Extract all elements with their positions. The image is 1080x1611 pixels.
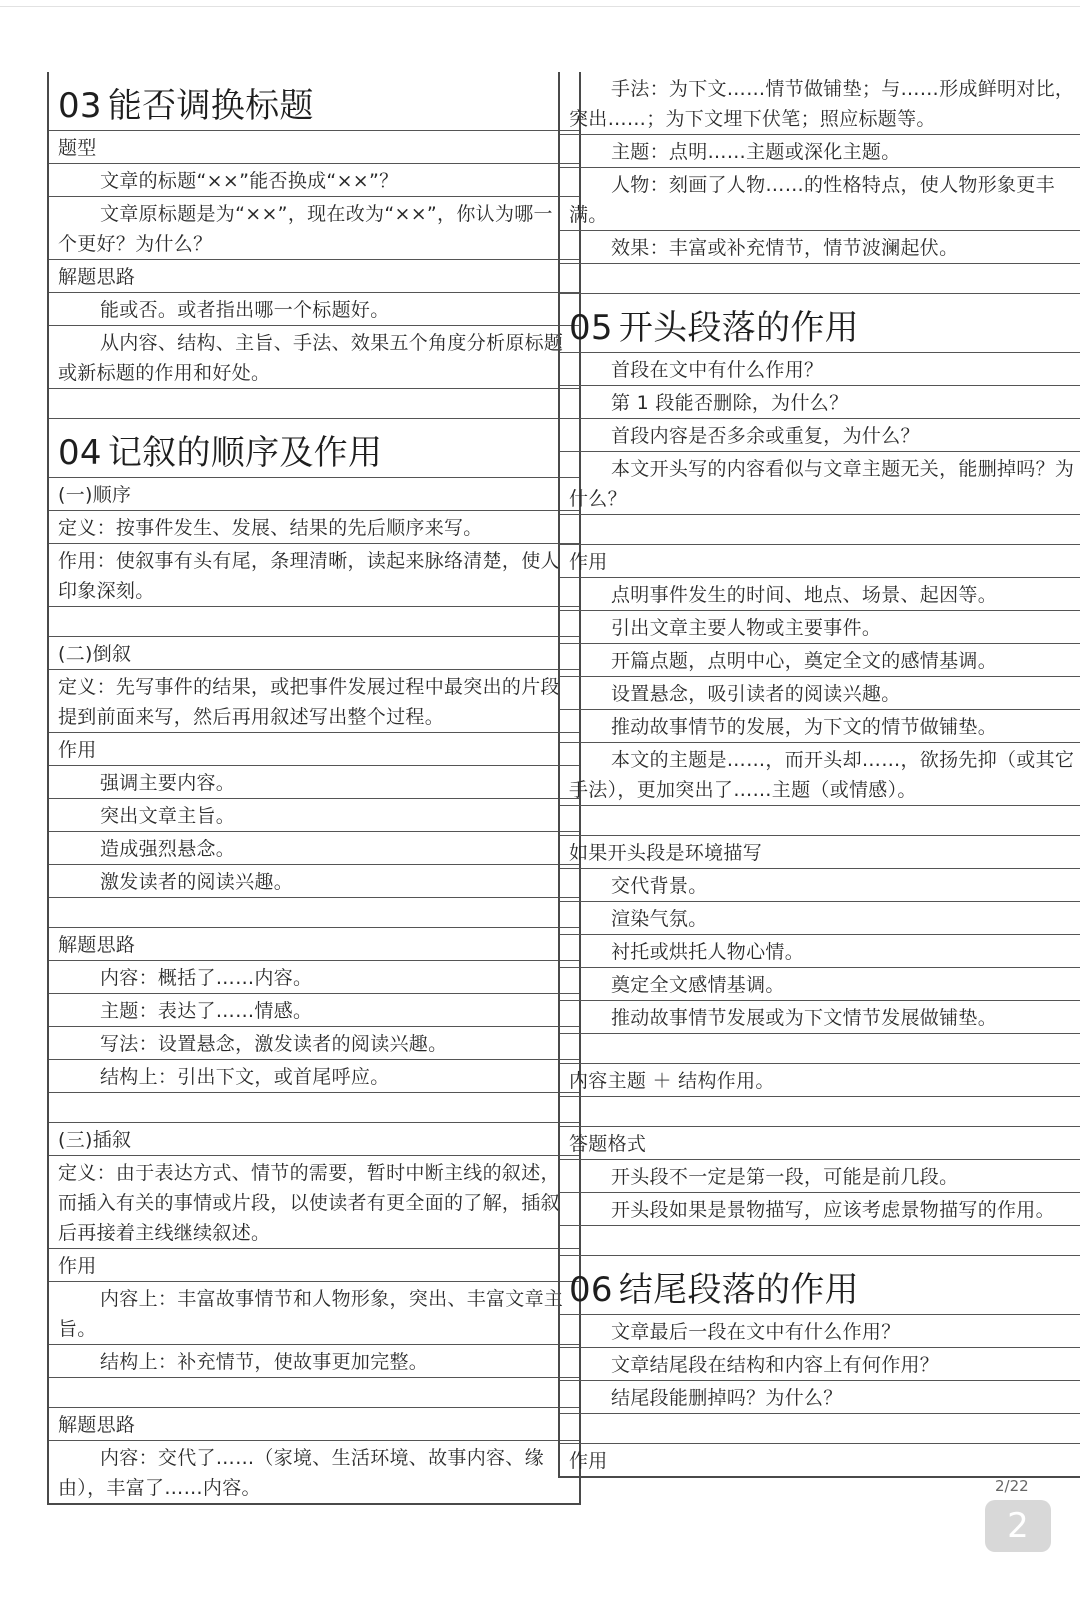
content-line: 开头段如果是景物描写，应该考虑景物描写的作用。: [560, 1193, 1080, 1226]
section-heading: [49, 419, 579, 478]
content-line: 文章原标题是为“××”，现在改为“××”，你认为哪一个更好？为什么？: [49, 197, 579, 260]
section-heading: [560, 1256, 1080, 1315]
content-line: 衬托或烘托人物心情。: [560, 935, 1080, 968]
top-divider: [0, 6, 1080, 7]
label-row: 定义：先写事件的结果，或把事件发展过程中最突出的片段提到前面来写，然后再用叙述写出整个过程。: [49, 670, 579, 733]
label-row: 答题格式: [560, 1127, 1080, 1160]
content-line: 奠定全文感情基调。: [560, 968, 1080, 1001]
label-row: 作用: [49, 733, 579, 766]
section-number: 05: [569, 308, 613, 348]
section-title: 开头段落的作用: [618, 308, 859, 348]
section-heading: [49, 72, 579, 131]
label-row: 定义：由于表达方式、情节的需要，暂时中断主线的叙述，而插入有关的事情或片段，以使读者有更全面的了解，插叙后再接着主线继续叙述。: [49, 1156, 579, 1249]
content-line: 首段内容是否多余或重复，为什么？: [560, 419, 1080, 452]
content-line: 结尾段能删掉吗？为什么？: [560, 1381, 1080, 1414]
content-line: 文章结尾段在结构和内容上有何作用？: [560, 1348, 1080, 1381]
content-line: 文章的标题“××”能否换成“××”？: [49, 164, 579, 197]
blank-row: [560, 515, 1080, 545]
blank-row: [49, 389, 579, 419]
content-line: 造成强烈悬念。: [49, 832, 579, 865]
label-row: 作用：使叙事有头有尾，条理清晰，读起来脉络清楚，使人印象深刻。: [49, 544, 579, 607]
section-number: 04: [58, 433, 102, 473]
content-line: 从内容、结构、主旨、手法、效果五个角度分析原标题或新标题的作用和好处。: [49, 326, 579, 389]
content-line: 手法：为下文……情节做铺垫；与……形成鲜明对比，突出……；为下文埋下伏笔；照应标题等。: [560, 72, 1080, 135]
label-row: 解题思路: [49, 928, 579, 961]
content-line: 能或否。或者指出哪一个标题好。: [49, 293, 579, 326]
content-line: 文章最后一段在文中有什么作用？: [560, 1315, 1080, 1348]
label-row: 作用: [560, 545, 1080, 578]
content-line: 第 1 段能否删除，为什么？: [560, 386, 1080, 419]
section-number: 03: [58, 86, 102, 126]
content-line: 渲染气氛。: [560, 902, 1080, 935]
content-line: 推动故事情节发展或为下文情节发展做铺垫。: [560, 1001, 1080, 1034]
label-row: (三)插叙: [49, 1123, 579, 1156]
content-line: 强调主要内容。: [49, 766, 579, 799]
label-row: 内容主题 ＋ 结构作用。: [560, 1064, 1080, 1097]
label-row: 如果开头段是环境描写: [560, 836, 1080, 869]
content-line: 内容上：丰富故事情节和人物形象，突出、丰富文章主旨。: [49, 1282, 579, 1345]
blank-row: [560, 264, 1080, 294]
content-line: 内容：交代了……（家境、生活环境、故事内容、缘由），丰富了……内容。: [58, 1447, 544, 1499]
content-line: 首段在文中有什么作用？: [560, 353, 1080, 386]
page-indicator: 2/22: [995, 1477, 1029, 1495]
label-row: 解题思路: [49, 1408, 579, 1441]
content-line: 结构上：引出下文，或首尾呼应。: [49, 1060, 579, 1093]
section-title: 能否调换标题: [107, 86, 314, 126]
section-title: 结尾段落的作用: [618, 1270, 859, 1310]
content-line: 开篇点题，点明中心，奠定全文的感情基调。: [560, 644, 1080, 677]
content-line: 本文的主题是……，而开头却……，欲扬先抑（或其它手法），更加突出了……主题（或情感）。: [560, 743, 1080, 806]
content-line: 效果：丰富或补充情节，情节波澜起伏。: [560, 231, 1080, 264]
content-line: 主题：点明……主题或深化主题。: [560, 135, 1080, 168]
content-line: 激发读者的阅读兴趣。: [49, 865, 579, 898]
blank-row: [49, 1093, 579, 1123]
section-title: 记叙的顺序及作用: [107, 433, 383, 473]
section-number: 06: [569, 1270, 613, 1310]
content-line: 设置悬念，吸引读者的阅读兴趣。: [560, 677, 1080, 710]
label-row: 作用: [569, 1450, 608, 1472]
label-row: (一)顺序: [49, 478, 579, 511]
blank-row: [560, 1034, 1080, 1064]
content-line: 主题：表达了……情感。: [49, 994, 579, 1027]
content-line: 开头段不一定是第一段，可能是前几段。: [560, 1160, 1080, 1193]
right-column: [558, 72, 1080, 1478]
blank-row: [49, 607, 579, 637]
label-row: 作用: [49, 1249, 579, 1282]
content-line: 内容：概括了……内容。: [49, 961, 579, 994]
label-row: (二)倒叙: [49, 637, 579, 670]
blank-row: [560, 806, 1080, 836]
blank-row: [560, 1414, 1080, 1444]
label-row: 题型: [49, 131, 579, 164]
page-number-badge[interactable]: 2: [985, 1500, 1051, 1552]
content-line: 本文开头写的内容看似与文章主题无关，能删掉吗？为什么？: [560, 452, 1080, 515]
blank-row: [49, 1378, 579, 1408]
content-line: 人物：刻画了人物……的性格特点，使人物形象更丰满。: [560, 168, 1080, 231]
blank-row: [49, 898, 579, 928]
content-line: 引出文章主要人物或主要事件。: [560, 611, 1080, 644]
content-line: 写法：设置悬念，激发读者的阅读兴趣。: [49, 1027, 579, 1060]
section-heading: [560, 294, 1080, 353]
blank-row: [560, 1097, 1080, 1127]
content-line: 点明事件发生的时间、地点、场景、起因等。: [560, 578, 1080, 611]
content-line: 结构上：补充情节，使故事更加完整。: [49, 1345, 579, 1378]
left-column: [47, 72, 581, 1505]
label-row: 定义：按事件发生、发展、结果的先后顺序来写。: [49, 511, 579, 544]
content-line: 交代背景。: [560, 869, 1080, 902]
label-row: 解题思路: [49, 260, 579, 293]
content-line: 突出文章主旨。: [49, 799, 579, 832]
content-line: 推动故事情节的发展，为下文的情节做铺垫。: [560, 710, 1080, 743]
blank-row: [560, 1226, 1080, 1256]
